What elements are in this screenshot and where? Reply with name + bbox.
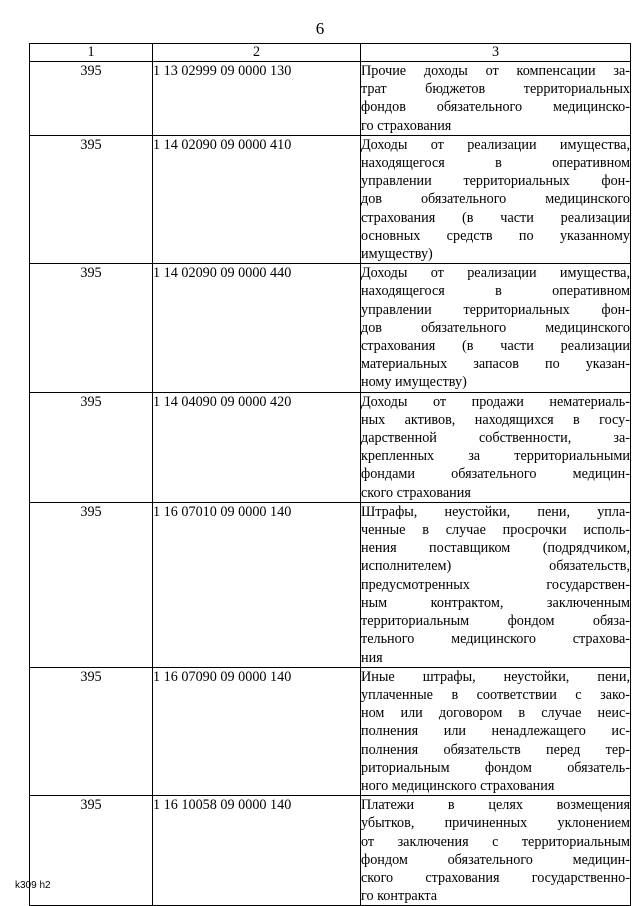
table-row xyxy=(30,264,631,392)
table-row xyxy=(30,796,631,906)
revenue-description-cell xyxy=(361,62,631,136)
description-line: тельного медицинского страхова- xyxy=(361,631,630,648)
administrator-code-cell: 395 xyxy=(30,392,153,502)
table-body xyxy=(30,62,631,906)
description-line: территориальным фондом обяза- xyxy=(361,613,630,630)
table-row xyxy=(30,667,631,795)
column-header-3: 3 xyxy=(361,44,631,62)
description-line: крепленных за территориальными xyxy=(361,448,630,465)
description-line: материальных запасов по указан- xyxy=(361,356,630,373)
description-line: го страхования xyxy=(361,117,452,134)
revenue-description-cell xyxy=(361,667,631,795)
budget-code-cell: 1 16 07010 09 0000 140 xyxy=(153,502,361,667)
revenue-description-cell xyxy=(361,502,631,667)
budget-code-cell: 1 16 07090 09 0000 140 xyxy=(153,667,361,795)
description-line: дов обязательного медицинского xyxy=(361,191,630,208)
description-line: ного медицинского страхования xyxy=(361,777,555,794)
description-line: дов обязательного медицинского xyxy=(361,319,630,336)
description-line: имуществу) xyxy=(361,246,433,263)
description-line: нения поставщиком (подрядчиком, xyxy=(361,540,630,557)
administrator-code-cell: 395 xyxy=(30,135,153,263)
table-row xyxy=(30,62,631,136)
column-header-1: 1 xyxy=(30,44,153,62)
description-line: Доходы от реализации имущества, xyxy=(361,136,630,153)
administrator-code-cell: 395 xyxy=(30,264,153,392)
budget-code-cell: 1 14 02090 09 0000 410 xyxy=(153,135,361,263)
budget-code-cell: 1 13 02999 09 0000 130 xyxy=(153,62,361,136)
description-line: ных активов, находящихся в госу- xyxy=(361,411,630,428)
description-line: основных средств по указанному xyxy=(361,227,630,244)
table-row xyxy=(30,392,631,502)
description-line: ному имуществу) xyxy=(361,374,467,391)
budget-code-cell: 1 14 04090 09 0000 420 xyxy=(153,392,361,502)
table-header-row xyxy=(30,44,631,62)
description-line: управлении территориальных фон- xyxy=(361,301,630,318)
description-line: уплаченные в соответствии с зако- xyxy=(361,686,630,703)
description-line: фондами обязательного медицин- xyxy=(361,466,630,483)
revenue-description-cell xyxy=(361,392,631,502)
description-line: предусмотренных государствен- xyxy=(361,576,630,593)
table-row xyxy=(30,502,631,667)
description-line: страхования (в части реализации xyxy=(361,209,630,226)
description-line: полнения обязательств перед тер- xyxy=(361,741,630,758)
description-line: страхования (в части реализации xyxy=(361,338,630,355)
budget-code-cell: 1 16 10058 09 0000 140 xyxy=(153,796,361,906)
footer-code: k309 h2 xyxy=(15,880,51,891)
budget-code-cell: 1 14 02090 09 0000 440 xyxy=(153,264,361,392)
description-line: трат бюджетов территориальных xyxy=(361,81,630,98)
description-line: исполнителем) обязательств, xyxy=(361,558,630,575)
description-line: Доходы от продажи нематериаль- xyxy=(361,393,630,410)
description-line: от заключения с территориальным xyxy=(361,833,630,850)
revenue-description-cell xyxy=(361,796,631,906)
table-row xyxy=(30,135,631,263)
page-number: 6 xyxy=(315,19,325,38)
administrator-code-cell: 395 xyxy=(30,667,153,795)
description-line: го контракта xyxy=(361,888,438,905)
description-line: полнения или ненадлежащего ис- xyxy=(361,723,630,740)
description-line: Иные штрафы, неустойки, пени, xyxy=(361,668,630,685)
revenue-description-cell xyxy=(361,264,631,392)
description-line: Доходы от реализации имущества, xyxy=(361,265,630,282)
description-line: фондов обязательного медицинско- xyxy=(361,99,630,116)
revenue-description-cell xyxy=(361,135,631,263)
description-line: ным контрактом, заключенным xyxy=(361,594,630,611)
description-line: ном или договором в случае неис- xyxy=(361,705,630,722)
column-header-2: 2 xyxy=(153,44,361,62)
description-line: ского страхования xyxy=(361,484,471,501)
description-line: находящегося в оперативном xyxy=(361,155,630,172)
description-line: риториальным фондом обязатель- xyxy=(361,759,630,776)
description-line: находящегося в оперативном xyxy=(361,283,630,300)
description-line: управлении территориальных фон- xyxy=(361,173,630,190)
description-line: Штрафы, неустойки, пени, упла- xyxy=(361,503,630,520)
description-line: убытков, причиненных уклонением xyxy=(361,815,630,832)
description-line: ния xyxy=(361,649,383,666)
description-line: ского страхования государственно- xyxy=(361,869,630,886)
administrator-code-cell: 395 xyxy=(30,502,153,667)
administrator-code-cell: 395 xyxy=(30,796,153,906)
description-line: Платежи в целях возмещения xyxy=(361,797,630,814)
administrator-code-cell: 395 xyxy=(30,62,153,136)
description-line: дарственной собственности, за- xyxy=(361,430,630,447)
revenue-codes-table xyxy=(29,43,631,906)
description-line: фондом обязательного медицин- xyxy=(361,851,630,868)
description-line: ченные в случае просрочки исполь- xyxy=(361,522,630,539)
description-line: Прочие доходы от компенсации за- xyxy=(361,63,630,79)
